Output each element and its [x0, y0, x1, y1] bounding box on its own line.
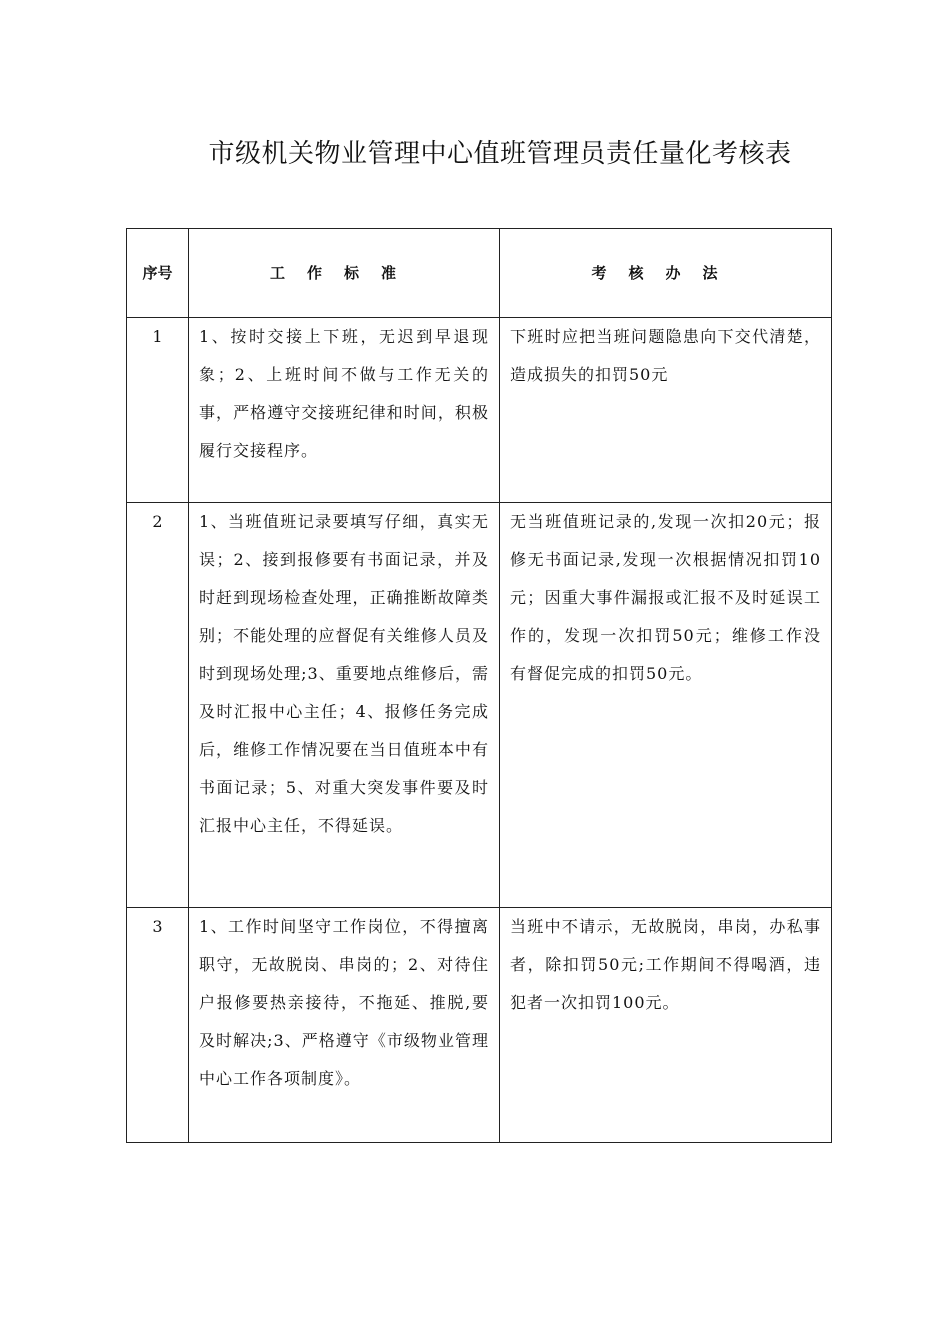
row-assessment-method: 下班时应把当班问题隐患向下交代清楚，造成损失的扣罚50元 — [500, 318, 832, 503]
table-row — [127, 908, 832, 1143]
table-row — [127, 503, 832, 908]
row-serial-number: 3 — [127, 908, 189, 1143]
header-assessment-method: 考核办法 — [500, 229, 832, 318]
document-title: 市级机关物业管理中心值班管理员责任量化考核表 — [208, 139, 792, 169]
row-work-standard: 1、按时交接上下班，无迟到早退现象；2、上班时间不做与工作无关的事，严格遵守交接班纪律和时间，积极履行交接程序。 — [189, 318, 500, 503]
row-serial-number: 1 — [127, 318, 189, 503]
row-serial-number: 2 — [127, 503, 189, 908]
table-row — [127, 318, 832, 503]
row-work-standard: 1、当班值班记录要填写仔细，真实无误；2、接到报修要有书面记录，并及时赶到现场检查处理，正确推断故障类别；不能处理的应督促有关维修人员及时到现场处理;3、重要地点维修后，需及时汇报中心主任；4、报修任务完成后，维修工作情况要在当日值班本中有书面记录；5、对重大突发事件要及时汇报中心主任，不得延误。 — [189, 503, 500, 908]
header-serial-number: 序号 — [127, 229, 189, 318]
row-work-standard: 1、工作时间坚守工作岗位，不得擅离职守，无故脱岗、串岗的；2、对待住户报修要热亲接待，不拖延、推脱,要及时解决;3、严格遵守《市级物业管理中心工作各项制度》。 — [189, 908, 500, 1143]
row-assessment-method: 无当班值班记录的,发现一次扣20元；报修无书面记录,发现一次根据情况扣罚10元；因重大事件漏报或汇报不及时延误工作的，发现一次扣罚50元；维修工作没有督促完成的扣罚50元。 — [500, 503, 832, 908]
assessment-table — [126, 228, 832, 1143]
table-header-row — [127, 229, 832, 318]
header-work-standard: 工作标准 — [189, 229, 500, 318]
row-assessment-method: 当班中不请示，无故脱岗，串岗，办私事者，除扣罚50元;工作期间不得喝酒，违犯者一次扣罚100元。 — [500, 908, 832, 1143]
